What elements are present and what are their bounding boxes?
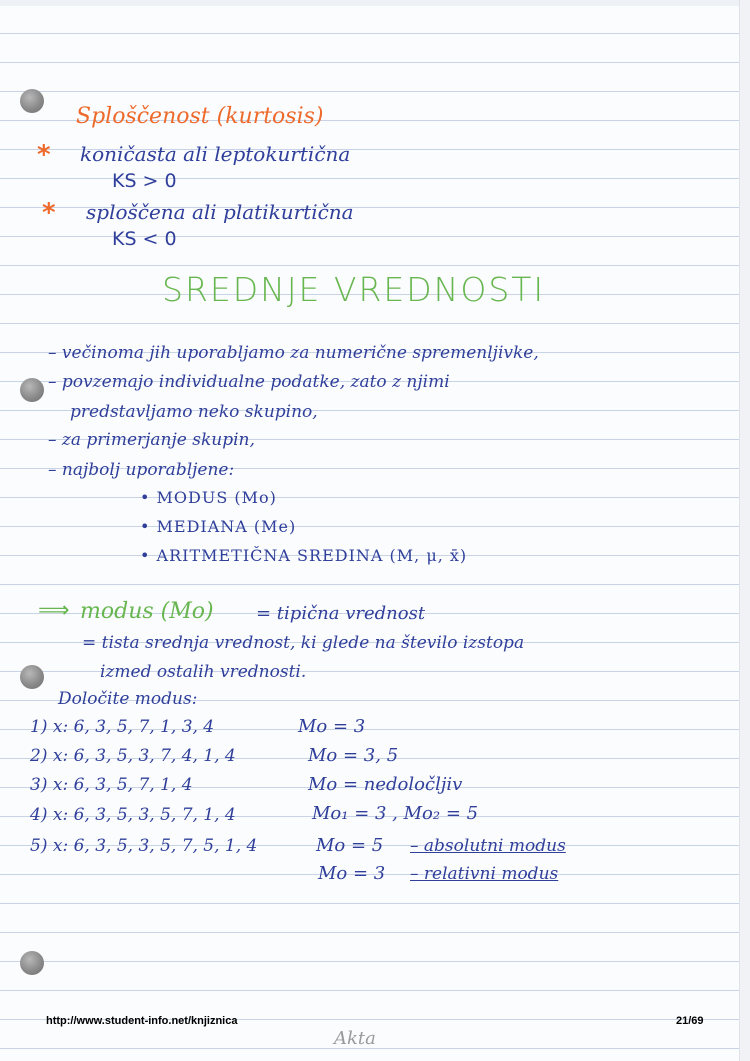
punch-hole (20, 378, 44, 402)
section-heading: SREDNJE VREDNOSTI (162, 270, 546, 309)
task-title: Določite modus: (58, 689, 198, 709)
bullet-mediana: • MEDIANA (Me) (140, 517, 297, 536)
example-result: Mo = 3 (298, 716, 366, 737)
note-line: – najbolj uporabljene: (48, 460, 235, 480)
example-data: 2) x: 6, 3, 5, 3, 7, 4, 1, 4 (30, 746, 236, 766)
page-top-edge (0, 0, 750, 6)
example-note: – relativni modus (410, 864, 559, 884)
example-data: 1) x: 6, 3, 5, 7, 1, 3, 4 (30, 717, 215, 737)
note-line: – povzemajo individualne podatke, zato z njimi (48, 372, 450, 392)
punch-hole (20, 665, 44, 689)
punch-hole (20, 89, 44, 113)
example-data: 5) x: 6, 3, 5, 3, 5, 7, 5, 1, 4 (30, 836, 258, 856)
platykurtic-formula: KS < 0 (112, 228, 177, 250)
brand-logo: Akta (334, 1028, 376, 1049)
example-note: – absolutni modus (410, 836, 566, 856)
example-result: Mo = nedoločljiv (308, 774, 463, 795)
modus-label: modus (Mo) (80, 599, 214, 624)
example-data: 3) x: 6, 3, 5, 7, 1, 4 (30, 775, 193, 795)
bullet-star: * (37, 140, 51, 170)
example-data: 4) x: 6, 3, 5, 3, 5, 7, 1, 4 (30, 805, 236, 825)
arrow-icon: ⟹ (38, 598, 70, 623)
note-line: predstavljamo neko skupino, (70, 402, 318, 422)
note-line: – za primerjanje skupin, (48, 430, 255, 450)
example-result: Mo = 5 (316, 835, 384, 856)
leptokurtic-text: koničasta ali leptokurtična (80, 142, 351, 166)
kurtosis-title: Sploščenost (kurtosis) (76, 104, 324, 129)
example-result: Mo₁ = 3 , Mo₂ = 5 (312, 803, 479, 824)
modus-explanation: = tista srednja vrednost, ki glede na število izstopa (82, 633, 525, 653)
platykurtic-text: sploščena ali platikurtična (86, 200, 354, 224)
page-right-edge (739, 0, 750, 1061)
bullet-modus: • MODUS (Mo) (140, 488, 277, 507)
footer-url: http://www.student-info.net/knjiznica (46, 1015, 238, 1027)
page-number: 21/69 (676, 1015, 704, 1027)
modus-explanation: izmed ostalih vrednosti. (100, 662, 307, 682)
modus-definition: = tipična vrednost (256, 603, 426, 624)
example-result: Mo = 3, 5 (308, 745, 399, 766)
bullet-star: * (42, 198, 56, 228)
leptokurtic-formula: KS > 0 (112, 170, 177, 192)
note-line: – večinoma jih uporabljamo za numerične spremenljivke, (48, 343, 539, 363)
punch-hole (20, 951, 44, 975)
bullet-aritmeticna: • ARITMETIČNA SREDINA (M, μ, x̄) (140, 546, 468, 565)
example-result: Mo = 3 (318, 863, 386, 884)
